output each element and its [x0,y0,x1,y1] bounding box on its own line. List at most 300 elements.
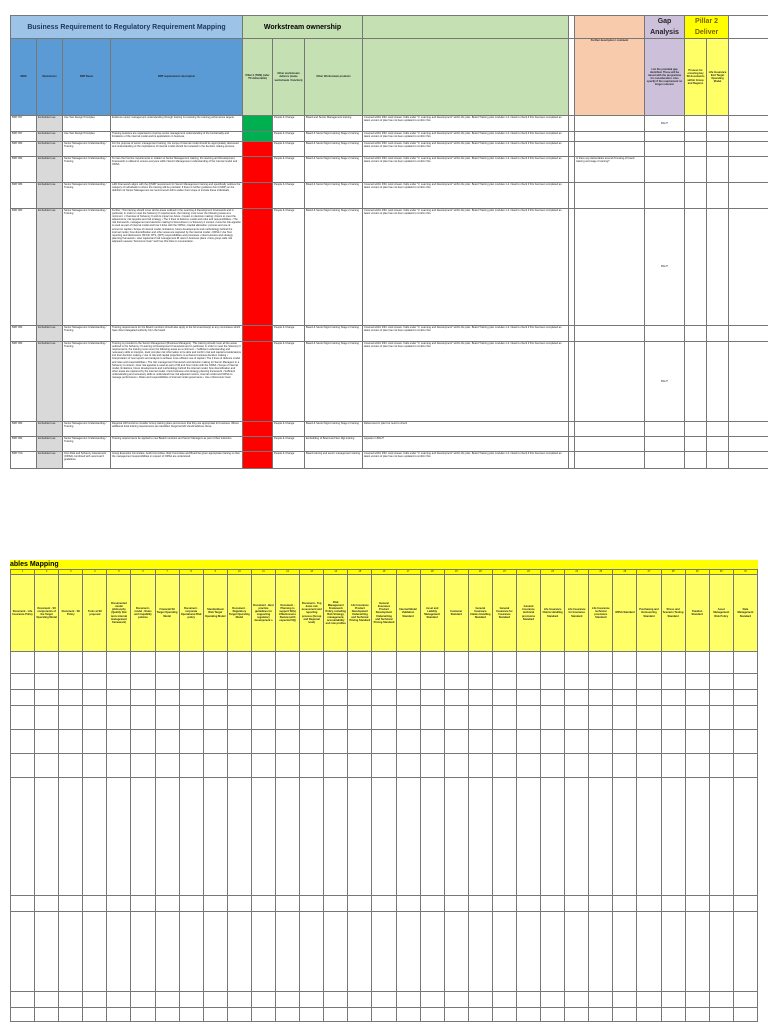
deliverable-cell[interactable] [661,992,685,1008]
deliverable-cell[interactable] [348,1008,372,1022]
deliverable-cell[interactable] [179,1008,203,1022]
deliverable-cell[interactable] [516,706,540,730]
deliverable-cell[interactable] [155,992,179,1008]
deliverable-cell[interactable] [565,992,589,1008]
deliverable-cell[interactable] [589,674,613,690]
deliverable-cell[interactable] [637,674,661,690]
deliverable-cell[interactable] [35,754,59,778]
deliverable-cell[interactable] [83,706,107,730]
deliverable-cell[interactable] [324,706,348,730]
deliverable-cell[interactable] [179,674,203,690]
deliverable-cell[interactable] [251,706,275,730]
deliverable-cell[interactable] [420,896,444,912]
deliverable-cell[interactable] [565,896,589,912]
deliverable-cell[interactable] [11,778,35,896]
deliverable-cell[interactable] [541,706,565,730]
deliverable-cell[interactable] [444,1008,468,1022]
deliverable-cell[interactable] [637,912,661,992]
deliverable-cell[interactable] [492,690,516,706]
deliverable-cell[interactable] [613,674,637,690]
deliverable-cell[interactable] [444,754,468,778]
deliverable-cell[interactable] [637,992,661,1008]
deliverable-cell[interactable] [300,706,324,730]
deliverable-cell[interactable] [733,652,757,674]
deliverable-cell[interactable] [35,912,59,992]
deliverable-cell[interactable] [348,912,372,992]
deliverable-cell[interactable] [83,992,107,1008]
deliverable-cell[interactable] [685,706,709,730]
deliverable-cell[interactable] [107,652,131,674]
deliverable-cell[interactable] [468,754,492,778]
deliverable-cell[interactable] [468,778,492,896]
deliverable-cell[interactable] [733,690,757,706]
deliverable-cell[interactable] [516,754,540,778]
deliverable-cell[interactable] [227,652,251,674]
deliverable-cell[interactable] [324,912,348,992]
deliverable-cell[interactable] [613,652,637,674]
deliverable-cell[interactable] [276,730,300,754]
deliverable-cell[interactable] [203,652,227,674]
deliverable-cell[interactable] [324,730,348,754]
deliverable-cell[interactable] [516,674,540,690]
deliverable-cell[interactable] [107,912,131,992]
deliverable-cell[interactable] [372,674,396,690]
deliverable-cell[interactable] [396,706,420,730]
deliverable-cell[interactable] [203,674,227,690]
deliverable-cell[interactable] [131,674,155,690]
deliverable-cell[interactable] [613,706,637,730]
deliverable-cell[interactable] [733,1008,757,1022]
deliverable-cell[interactable] [11,690,35,706]
deliverable-cell[interactable] [372,730,396,754]
deliverable-cell[interactable] [59,706,83,730]
deliverable-cell[interactable] [396,754,420,778]
deliverable-cell[interactable] [203,912,227,992]
deliverable-cell[interactable] [155,1008,179,1022]
deliverable-cell[interactable] [541,1008,565,1022]
deliverable-cell[interactable] [35,652,59,674]
deliverable-cell[interactable] [107,690,131,706]
deliverable-cell[interactable] [35,1008,59,1022]
deliverable-cell[interactable] [661,652,685,674]
deliverable-cell[interactable] [179,896,203,912]
deliverable-cell[interactable] [348,992,372,1008]
deliverable-cell[interactable] [613,1008,637,1022]
deliverable-cell[interactable] [661,754,685,778]
deliverable-cell[interactable] [565,1008,589,1022]
deliverable-cell[interactable] [709,992,733,1008]
deliverable-cell[interactable] [733,896,757,912]
deliverable-cell[interactable] [131,912,155,992]
deliverable-cell[interactable] [179,706,203,730]
deliverable-cell[interactable] [11,706,35,730]
deliverable-cell[interactable] [300,674,324,690]
deliverable-cell[interactable] [59,730,83,754]
deliverable-cell[interactable] [203,1008,227,1022]
deliverable-cell[interactable] [492,778,516,896]
deliverable-cell[interactable] [565,754,589,778]
deliverable-cell[interactable] [444,730,468,754]
deliverable-cell[interactable] [276,778,300,896]
deliverable-cell[interactable] [300,992,324,1008]
deliverable-cell[interactable] [565,690,589,706]
deliverable-cell[interactable] [565,652,589,674]
deliverable-cell[interactable] [589,896,613,912]
deliverable-cell[interactable] [179,730,203,754]
deliverable-cell[interactable] [324,652,348,674]
deliverable-cell[interactable] [11,730,35,754]
deliverable-cell[interactable] [227,706,251,730]
deliverable-cell[interactable] [59,912,83,992]
deliverable-cell[interactable] [276,674,300,690]
deliverable-cell[interactable] [420,690,444,706]
deliverable-cell[interactable] [35,992,59,1008]
deliverable-cell[interactable] [492,730,516,754]
deliverable-cell[interactable] [83,778,107,896]
deliverable-cell[interactable] [709,706,733,730]
deliverable-cell[interactable] [35,706,59,730]
deliverable-cell[interactable] [613,754,637,778]
deliverable-cell[interactable] [396,652,420,674]
deliverable-cell[interactable] [179,912,203,992]
deliverable-cell[interactable] [324,754,348,778]
deliverable-cell[interactable] [709,690,733,706]
deliverable-cell[interactable] [372,706,396,730]
deliverable-cell[interactable] [107,706,131,730]
deliverable-cell[interactable] [300,1008,324,1022]
deliverable-cell[interactable] [565,912,589,992]
deliverable-cell[interactable] [227,778,251,896]
deliverable-cell[interactable] [107,896,131,912]
deliverable-cell[interactable] [396,896,420,912]
deliverable-cell[interactable] [565,674,589,690]
deliverable-cell[interactable] [35,690,59,706]
deliverable-cell[interactable] [131,778,155,896]
deliverable-cell[interactable] [300,896,324,912]
deliverable-cell[interactable] [733,992,757,1008]
deliverable-cell[interactable] [227,912,251,992]
deliverable-cell[interactable] [324,674,348,690]
deliverable-cell[interactable] [685,1008,709,1022]
deliverable-cell[interactable] [637,706,661,730]
deliverable-cell[interactable] [661,730,685,754]
deliverable-cell[interactable] [203,992,227,1008]
deliverable-cell[interactable] [372,652,396,674]
deliverable-cell[interactable] [227,992,251,1008]
deliverable-cell[interactable] [709,652,733,674]
deliverable-cell[interactable] [251,674,275,690]
deliverable-cell[interactable] [372,992,396,1008]
deliverable-cell[interactable] [227,674,251,690]
deliverable-cell[interactable] [83,674,107,690]
deliverable-cell[interactable] [709,778,733,896]
deliverable-cell[interactable] [516,730,540,754]
deliverable-cell[interactable] [444,896,468,912]
deliverable-cell[interactable] [420,674,444,690]
deliverable-cell[interactable] [155,730,179,754]
deliverable-cell[interactable] [516,690,540,706]
deliverable-cell[interactable] [685,896,709,912]
deliverable-cell[interactable] [468,992,492,1008]
deliverable-cell[interactable] [300,912,324,992]
deliverable-cell[interactable] [179,992,203,1008]
deliverable-cell[interactable] [444,912,468,992]
deliverable-cell[interactable] [324,896,348,912]
deliverable-cell[interactable] [685,754,709,778]
deliverable-cell[interactable] [541,674,565,690]
deliverable-cell[interactable] [420,730,444,754]
deliverable-cell[interactable] [131,1008,155,1022]
deliverable-cell[interactable] [492,754,516,778]
deliverable-cell[interactable] [589,690,613,706]
deliverable-cell[interactable] [541,912,565,992]
deliverable-cell[interactable] [613,730,637,754]
deliverable-cell[interactable] [492,992,516,1008]
deliverable-cell[interactable] [733,778,757,896]
deliverable-cell[interactable] [661,1008,685,1022]
deliverable-cell[interactable] [589,730,613,754]
deliverable-cell[interactable] [203,754,227,778]
deliverable-cell[interactable] [733,674,757,690]
deliverable-cell[interactable] [251,778,275,896]
deliverable-cell[interactable] [541,754,565,778]
deliverable-cell[interactable] [276,1008,300,1022]
deliverable-cell[interactable] [396,690,420,706]
deliverable-cell[interactable] [468,706,492,730]
deliverable-cell[interactable] [35,674,59,690]
deliverable-cell[interactable] [107,992,131,1008]
deliverable-cell[interactable] [709,674,733,690]
deliverable-cell[interactable] [251,754,275,778]
deliverable-cell[interactable] [276,690,300,706]
deliverable-cell[interactable] [203,690,227,706]
deliverable-cell[interactable] [11,674,35,690]
deliverable-cell[interactable] [251,1008,275,1022]
deliverable-cell[interactable] [685,778,709,896]
deliverable-cell[interactable] [348,896,372,912]
deliverable-cell[interactable] [155,652,179,674]
deliverable-cell[interactable] [613,912,637,992]
deliverable-cell[interactable] [468,912,492,992]
deliverable-cell[interactable] [420,1008,444,1022]
deliverable-cell[interactable] [492,706,516,730]
deliverable-cell[interactable] [251,912,275,992]
deliverable-cell[interactable] [444,674,468,690]
deliverable-cell[interactable] [83,912,107,992]
deliverable-cell[interactable] [203,706,227,730]
deliverable-cell[interactable] [613,896,637,912]
deliverable-cell[interactable] [396,1008,420,1022]
deliverable-cell[interactable] [35,730,59,754]
deliverable-cell[interactable] [372,690,396,706]
deliverable-cell[interactable] [348,778,372,896]
deliverable-cell[interactable] [420,652,444,674]
deliverable-cell[interactable] [227,1008,251,1022]
deliverable-cell[interactable] [733,912,757,992]
deliverable-cell[interactable] [637,754,661,778]
deliverable-cell[interactable] [11,1008,35,1022]
deliverable-cell[interactable] [541,690,565,706]
deliverable-cell[interactable] [155,754,179,778]
deliverable-cell[interactable] [155,706,179,730]
deliverable-cell[interactable] [468,674,492,690]
deliverable-cell[interactable] [107,754,131,778]
deliverable-cell[interactable] [565,706,589,730]
deliverable-cell[interactable] [83,896,107,912]
deliverable-cell[interactable] [59,690,83,706]
deliverable-cell[interactable] [492,674,516,690]
deliverable-cell[interactable] [492,1008,516,1022]
deliverable-cell[interactable] [11,896,35,912]
deliverable-cell[interactable] [468,652,492,674]
deliverable-cell[interactable] [637,730,661,754]
deliverable-cell[interactable] [685,992,709,1008]
deliverable-cell[interactable] [155,778,179,896]
deliverable-cell[interactable] [733,754,757,778]
deliverable-cell[interactable] [348,730,372,754]
deliverable-cell[interactable] [179,754,203,778]
deliverable-cell[interactable] [516,1008,540,1022]
deliverable-cell[interactable] [685,912,709,992]
deliverable-cell[interactable] [131,992,155,1008]
deliverable-cell[interactable] [444,706,468,730]
deliverable-cell[interactable] [203,778,227,896]
deliverable-cell[interactable] [565,730,589,754]
deliverable-cell[interactable] [733,730,757,754]
deliverable-cell[interactable] [179,778,203,896]
deliverable-cell[interactable] [396,778,420,896]
deliverable-cell[interactable] [372,912,396,992]
deliverable-cell[interactable] [107,674,131,690]
deliverable-cell[interactable] [276,992,300,1008]
deliverable-cell[interactable] [131,706,155,730]
deliverable-cell[interactable] [709,896,733,912]
deliverable-cell[interactable] [107,730,131,754]
deliverable-cell[interactable] [83,754,107,778]
deliverable-cell[interactable] [131,690,155,706]
deliverable-cell[interactable] [589,652,613,674]
deliverable-cell[interactable] [709,730,733,754]
deliverable-cell[interactable] [59,778,83,896]
deliverable-cell[interactable] [733,706,757,730]
deliverable-cell[interactable] [541,730,565,754]
deliverable-cell[interactable] [685,652,709,674]
deliverable-cell[interactable] [661,674,685,690]
deliverable-cell[interactable] [11,754,35,778]
deliverable-cell[interactable] [565,778,589,896]
deliverable-cell[interactable] [661,778,685,896]
deliverable-cell[interactable] [468,1008,492,1022]
deliverable-cell[interactable] [59,992,83,1008]
deliverable-cell[interactable] [709,912,733,992]
deliverable-cell[interactable] [276,754,300,778]
deliverable-cell[interactable] [492,652,516,674]
deliverable-cell[interactable] [516,896,540,912]
deliverable-cell[interactable] [59,896,83,912]
deliverable-cell[interactable] [155,896,179,912]
deliverable-cell[interactable] [276,706,300,730]
deliverable-cell[interactable] [685,730,709,754]
deliverable-cell[interactable] [468,730,492,754]
deliverable-cell[interactable] [131,730,155,754]
deliverable-cell[interactable] [589,1008,613,1022]
deliverable-cell[interactable] [276,652,300,674]
deliverable-cell[interactable] [541,652,565,674]
deliverable-cell[interactable] [227,896,251,912]
deliverable-cell[interactable] [107,778,131,896]
deliverable-cell[interactable] [589,778,613,896]
deliverable-cell[interactable] [637,896,661,912]
deliverable-cell[interactable] [444,992,468,1008]
deliverable-cell[interactable] [324,690,348,706]
deliverable-cell[interactable] [179,652,203,674]
deliverable-cell[interactable] [589,992,613,1008]
deliverable-cell[interactable] [251,896,275,912]
deliverable-cell[interactable] [516,778,540,896]
deliverable-cell[interactable] [492,896,516,912]
deliverable-cell[interactable] [444,690,468,706]
deliverable-cell[interactable] [300,652,324,674]
deliverable-cell[interactable] [35,896,59,912]
deliverable-cell[interactable] [324,1008,348,1022]
deliverable-cell[interactable] [420,754,444,778]
deliverable-cell[interactable] [348,674,372,690]
deliverable-cell[interactable] [227,690,251,706]
deliverable-cell[interactable] [372,1008,396,1022]
deliverable-cell[interactable] [589,754,613,778]
deliverable-cell[interactable] [637,652,661,674]
deliverable-cell[interactable] [420,706,444,730]
deliverable-cell[interactable] [203,896,227,912]
deliverable-cell[interactable] [589,706,613,730]
deliverable-cell[interactable] [83,1008,107,1022]
deliverable-cell[interactable] [59,754,83,778]
deliverable-cell[interactable] [468,690,492,706]
deliverable-cell[interactable] [685,674,709,690]
deliverable-cell[interactable] [276,912,300,992]
deliverable-cell[interactable] [203,730,227,754]
deliverable-cell[interactable] [661,912,685,992]
deliverable-cell[interactable] [661,706,685,730]
deliverable-cell[interactable] [11,992,35,1008]
deliverable-cell[interactable] [155,674,179,690]
deliverable-cell[interactable] [541,778,565,896]
deliverable-cell[interactable] [589,912,613,992]
deliverable-cell[interactable] [661,690,685,706]
deliverable-cell[interactable] [420,992,444,1008]
deliverable-cell[interactable] [251,690,275,706]
deliverable-cell[interactable] [444,652,468,674]
deliverable-cell[interactable] [251,652,275,674]
deliverable-cell[interactable] [227,754,251,778]
deliverable-cell[interactable] [613,992,637,1008]
deliverable-cell[interactable] [637,778,661,896]
deliverable-cell[interactable] [227,730,251,754]
deliverable-cell[interactable] [396,992,420,1008]
deliverable-cell[interactable] [348,754,372,778]
deliverable-cell[interactable] [251,730,275,754]
deliverable-cell[interactable] [348,690,372,706]
deliverable-cell[interactable] [613,778,637,896]
deliverable-cell[interactable] [420,778,444,896]
deliverable-cell[interactable] [516,912,540,992]
deliverable-cell[interactable] [59,674,83,690]
deliverable-cell[interactable] [155,912,179,992]
deliverable-cell[interactable] [11,652,35,674]
deliverable-cell[interactable] [468,896,492,912]
deliverable-cell[interactable] [372,754,396,778]
deliverable-cell[interactable] [420,912,444,992]
